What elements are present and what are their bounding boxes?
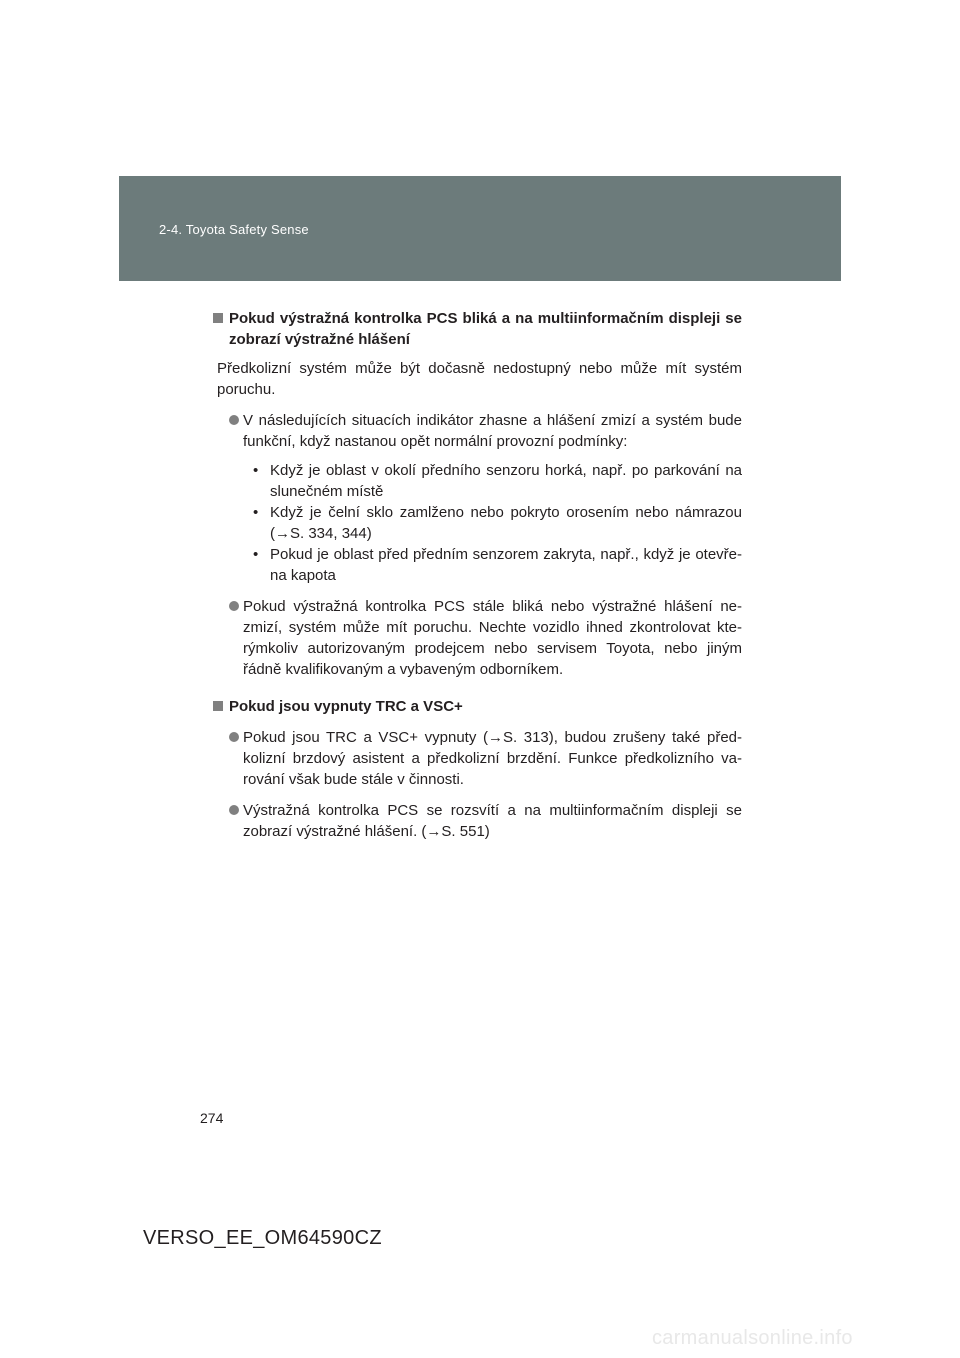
circle-bullet-icon [229, 732, 239, 742]
section-title: 2-4. Toyota Safety Sense [159, 222, 309, 237]
list-item: Pokud výstražná kontrolka PCS stále bliká nebo výstražné hlášení ne-zmizí, systém může mít poruchu. Nechte vozidlo ihned zkontrolovat kte-rýmkoliv autorizovaným prodejcem nebo servisem Toyota, nebo jiným řádně kvalifikovaným a vybaveným odborníkem. [212, 596, 742, 680]
header-band [119, 176, 841, 281]
dot-bullet-icon: • [253, 462, 259, 479]
square-bullet-icon [213, 313, 223, 323]
dot-bullet-icon: • [253, 546, 259, 563]
list-item: Výstražná kontrolka PCS se rozsvítí a na multiinformačním displeji se zobrazí výstražné hlášení. (→S. 551) [212, 800, 742, 842]
circle-bullet-icon [229, 805, 239, 815]
section-intro: Předkolizní systém může být dočasně nedostupný nebo může mít systém poruchu. [217, 360, 742, 398]
main-content [212, 308, 742, 858]
list-item: V následujících situacích indikátor zhasne a hlášení zmizí a systém bude funkční, když nastanou opět normální provozní podmínky: [212, 410, 742, 452]
watermark: carmanualsonline.info [652, 1327, 853, 1349]
sub-list-item: • Když je čelní sklo zamlženo nebo pokryto orosením nebo námrazou (→S. 334, 344) [253, 504, 742, 542]
page-number: 274 [200, 1110, 224, 1126]
document-code: VERSO_EE_OM64590CZ [143, 1227, 382, 1249]
square-bullet-icon [213, 701, 223, 711]
list-item: Pokud jsou TRC a VSC+ vypnuty (→S. 313), budou zrušeny také před-kolizní brzdový asistent a předkolizní brzdění. Funkce předkolizního va-rování však bude stále v činnosti. [212, 727, 742, 790]
sub-list-item: • Pokud je oblast před předním senzorem zakryta, např., když je otevře-na kapota [253, 546, 742, 584]
section-heading: Pokud výstražná kontrolka PCS bliká a na multiinformačním displeji se zobrazí výstražné hlášení [212, 308, 742, 350]
sub-list [212, 460, 742, 586]
section-1 [212, 696, 742, 842]
circle-bullet-icon [229, 415, 239, 425]
dot-bullet-icon: • [253, 504, 259, 521]
sub-list-item: • Když je oblast v okolí předního senzoru horká, např. po parkování na slunečném místě [253, 462, 742, 500]
circle-bullet-icon [229, 601, 239, 611]
section-heading: Pokud jsou vypnuty TRC a VSC+ [212, 696, 742, 717]
section-0 [212, 308, 742, 680]
